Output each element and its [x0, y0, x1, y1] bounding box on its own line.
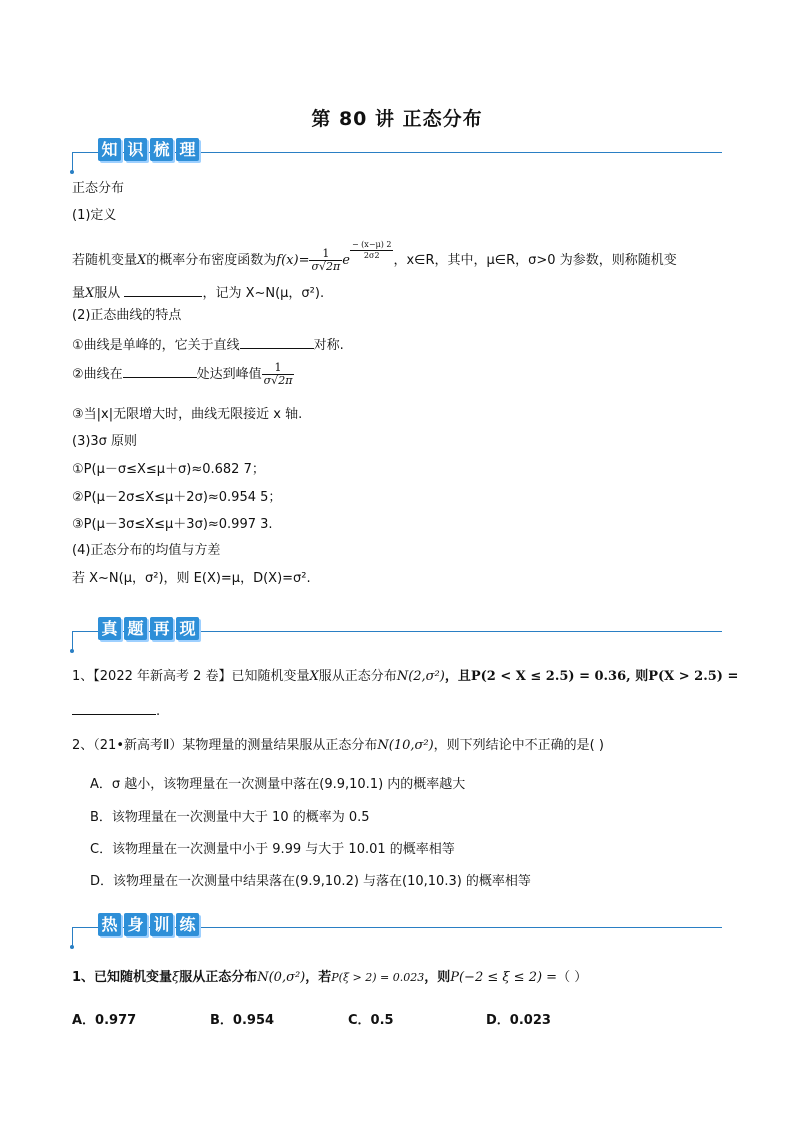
section-marker [72, 927, 73, 946]
banner-char: 练 [176, 913, 199, 936]
curve-point-1: ①曲线是单峰的，它关于直线 对称. [72, 334, 344, 355]
mean-variance-line: 若 X~N(μ，σ²)，则 E(X)=μ，D(X)=σ². [72, 571, 311, 586]
section-header-real-exam [72, 617, 722, 647]
banner-char: 再 [150, 617, 173, 640]
knowledge-heading: 正态分布 [72, 181, 125, 196]
option-d: D．该物理量在一次测量中结果落在(9.9,10.2) 与落在(10,10.3) 的概率相等 [90, 874, 531, 889]
section-marker [72, 152, 73, 171]
fill-blank[interactable] [72, 700, 156, 715]
answer-d: D．0.023 [486, 1013, 551, 1028]
definition-line-2: 量X服从 ，记为 X~N(μ，σ²). [72, 282, 324, 303]
banner-char: 理 [176, 138, 199, 161]
peak-fraction: $\frac{1}{\sigma√2\pi}$ [263, 361, 293, 387]
banner-char: 真 [98, 617, 121, 640]
mean-heading: (4)正态分布的均值与方差 [72, 543, 221, 558]
real-question-1: 1、【2022 年新高考 2 卷】已知随机变量X服从正态分布N(2,σ²)，且P(2 < X ≤ 2.5) = 0.36, 则P(X > 2.5) = [72, 669, 739, 684]
rule-3: ③P(μ－3σ≤X≤μ＋3σ)≈0.997 3. [72, 517, 273, 532]
banner-char: 现 [176, 617, 199, 640]
real-question-2: 2、（21•新高考Ⅱ）某物理量的测量结果服从正态分布N(10,σ²)，则下列结论中不正确的是( ) [72, 738, 604, 753]
banner-char: 知 [98, 138, 121, 161]
curve-heading: (2)正态曲线的特点 [72, 308, 182, 323]
section-banner [98, 617, 202, 645]
answer-a: A．0.977 [72, 1013, 137, 1028]
banner-char: 热 [98, 913, 121, 936]
section-banner [98, 138, 202, 166]
page-title: 第 80 讲 正态分布 [311, 108, 483, 130]
banner-char: 识 [124, 138, 147, 161]
real-question-1-answer: . [72, 700, 160, 721]
fill-blank[interactable] [240, 334, 314, 349]
warmup-question-1: 1、已知随机变量ξ服从正态分布N(0,σ²)，若P(ξ > 2) = 0.023，则P(−2 ≤ ξ ≤ 2) =（ ） [72, 970, 588, 985]
density-fraction: $\frac{1}{\sigma√2\pi}$ [311, 247, 341, 273]
fill-blank[interactable] [124, 282, 202, 297]
curve-point-3: ③当|x|无限增大时，曲线无限接近 x 轴. [72, 407, 303, 422]
rule-heading: (3)3σ 原则 [72, 434, 138, 449]
banner-char: 题 [124, 617, 147, 640]
exponent-fraction: $\frac{- (x-\mu) 2}{2\sigma 2}$ [351, 240, 392, 260]
banner-char: 身 [124, 913, 147, 936]
section-header-knowledge [72, 138, 722, 168]
banner-char: 训 [150, 913, 173, 936]
section-marker [72, 631, 73, 650]
option-b: B．该物理量在一次测量中大于 10 的概率为 0.5 [90, 810, 370, 825]
option-a: A．σ 越小，该物理量在一次测量中落在(9.9,10.1) 内的概率越大 [90, 777, 466, 792]
option-c: C．该物理量在一次测量中小于 9.99 与大于 10.01 的概率相等 [90, 842, 455, 857]
rule-1: ①P(μ－σ≤X≤μ＋σ)≈0.682 7； [72, 462, 265, 477]
section-banner [98, 913, 202, 941]
answer-b: B．0.954 [210, 1013, 275, 1028]
rule-2: ②P(μ－2σ≤X≤μ＋2σ)≈0.954 5； [72, 490, 282, 505]
fill-blank[interactable] [123, 363, 197, 378]
definition-heading: (1)定义 [72, 208, 117, 223]
answer-c: C．0.5 [348, 1013, 394, 1028]
section-header-warmup [72, 913, 722, 943]
curve-point-2: ②曲线在 处达到峰值 $\frac{1}{\sigma√2\pi}$ [72, 361, 293, 387]
banner-char: 梳 [150, 138, 173, 161]
definition-line-1: 若随机变量X的概率分布密度函数为f(x)= $\frac{1}{\sigma√2\pi}$ e $\frac{- (x-\mu) 2}{2\sigma 2}$ ，x∈R，其中，μ∈R，σ>0 为参数，则称随机变 [72, 240, 677, 273]
